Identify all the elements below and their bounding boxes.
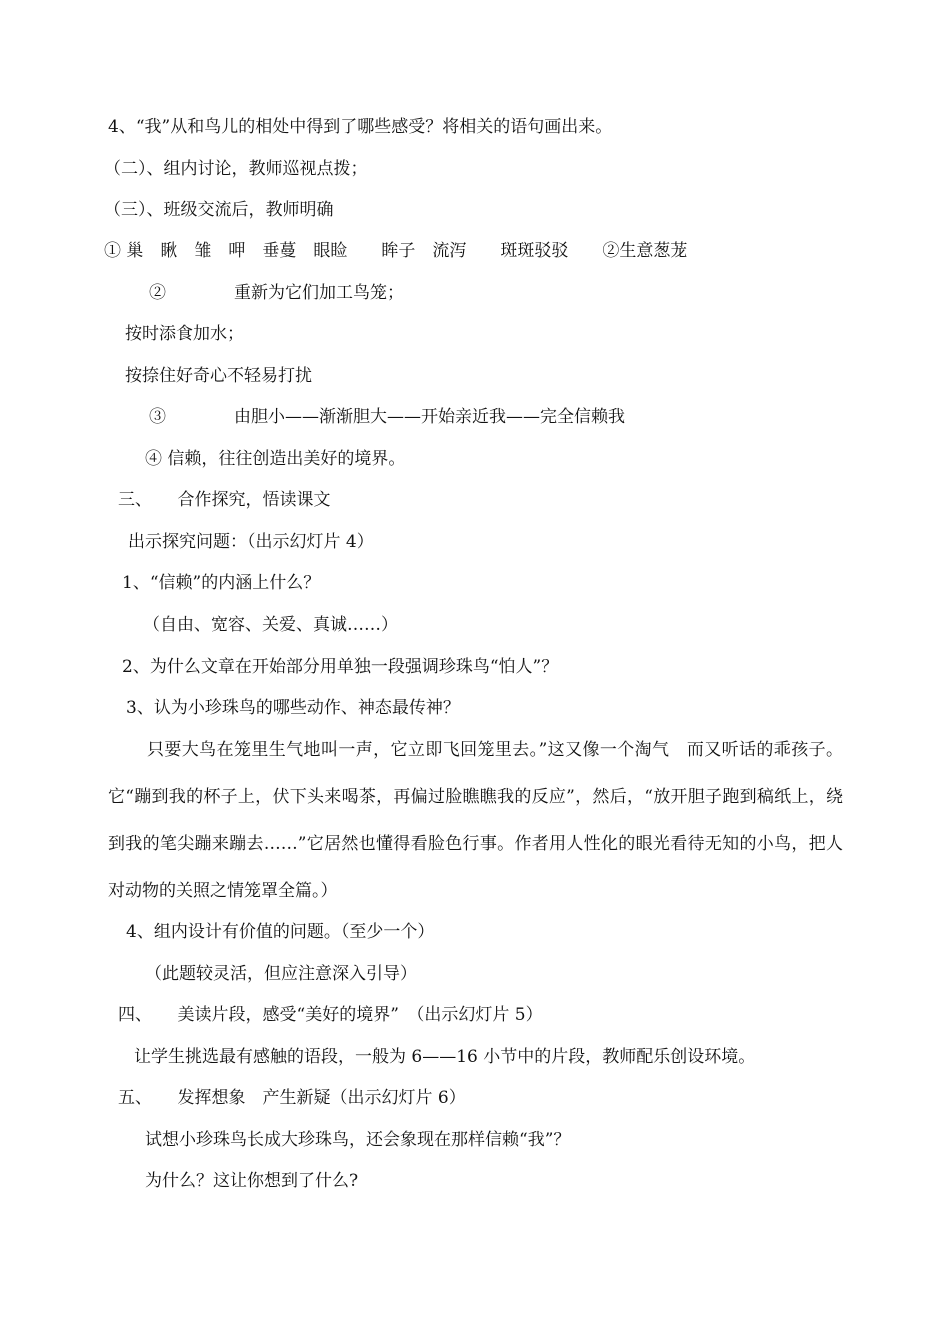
inquiry-question-3: 3、认为小珍珠鸟的哪些动作、神态最传神？ <box>126 698 460 718</box>
answer-2-item-2: 按时添食加水； <box>125 324 244 344</box>
vocabulary-line: ① 巢 瞅 雏 呷 垂蔓 眼睑 眸子 流泻 斑斑驳驳 ②生意葱茏 <box>104 241 688 261</box>
section-5-heading: 五、 发挥想象 产生新疑（出示幻灯片 6） <box>118 1088 466 1108</box>
answer-3-line: ③ 由胆小——渐渐胆大——开始亲近我——完全信赖我 <box>149 407 625 427</box>
inquiry-question-4: 4、组内设计有价值的问题。（至少一个） <box>126 922 435 942</box>
answer-2-item-3: 按捺住好奇心不轻易打扰 <box>125 366 312 386</box>
step-2-line: （二）、组内讨论，教师巡视点拨； <box>104 159 368 179</box>
question-4-line: 4、“我”从和鸟儿的相处中得到了哪些感受？将相关的语句画出来。 <box>108 117 613 137</box>
section-5-question-2: 为什么？这让你想到了什么? <box>145 1171 359 1191</box>
inquiry-question-1: 1、“信赖”的内涵上什么？ <box>122 573 321 593</box>
step-3-line: （三）、班级交流后，教师明确 <box>104 200 334 220</box>
answer-2-line: ② 重新为它们加工鸟笼； <box>149 283 404 303</box>
inquiry-answer-1: （自由、宽容、关爱、真诚……） <box>143 615 398 635</box>
answer-4-line: ④ 信赖，往往创造出美好的境界。 <box>145 449 406 469</box>
section-3-heading: 三、 合作探究，悟读课文 <box>118 490 331 510</box>
inquiry-question-2: 2、为什么文章在开始部分用单独一段强调珍珠鸟“怕人”？ <box>122 657 559 677</box>
section-4-body: 让学生挑选最有感触的语段，一般为 6——16 小节中的片段，教师配乐创设环境。 <box>134 1047 756 1067</box>
section-4-heading: 四、 美读片段，感受“美好的境界” （出示幻灯片 5） <box>118 1005 543 1025</box>
inquiry-intro-line: 出示探究问题：（出示幻灯片 4） <box>128 532 374 552</box>
section-5-question-1: 试想小珍珠鸟长成大珍珠鸟，还会象现在那样信赖“我”？ <box>145 1130 571 1150</box>
inquiry-answer-3-paragraph: 只要大鸟在笼里生气地叫一声，它立即飞回笼里去。”这又像一个淘气 而又听话的乖孩子。它“蹦到我的杯子上，伏下头来喝茶，再偏过脸瞧瞧我的反应”，然后，“放开胆子跑到稿纸上，绕到我的笔尖蹦来蹦去……”它居然也懂得看脸色行事。作者用人性化的眼光看待无知的小鸟，把人对动物的关照之情笼罩全篇。） <box>108 740 843 901</box>
inquiry-answer-4: （此题较灵活，但应注意深入引导） <box>145 964 417 984</box>
